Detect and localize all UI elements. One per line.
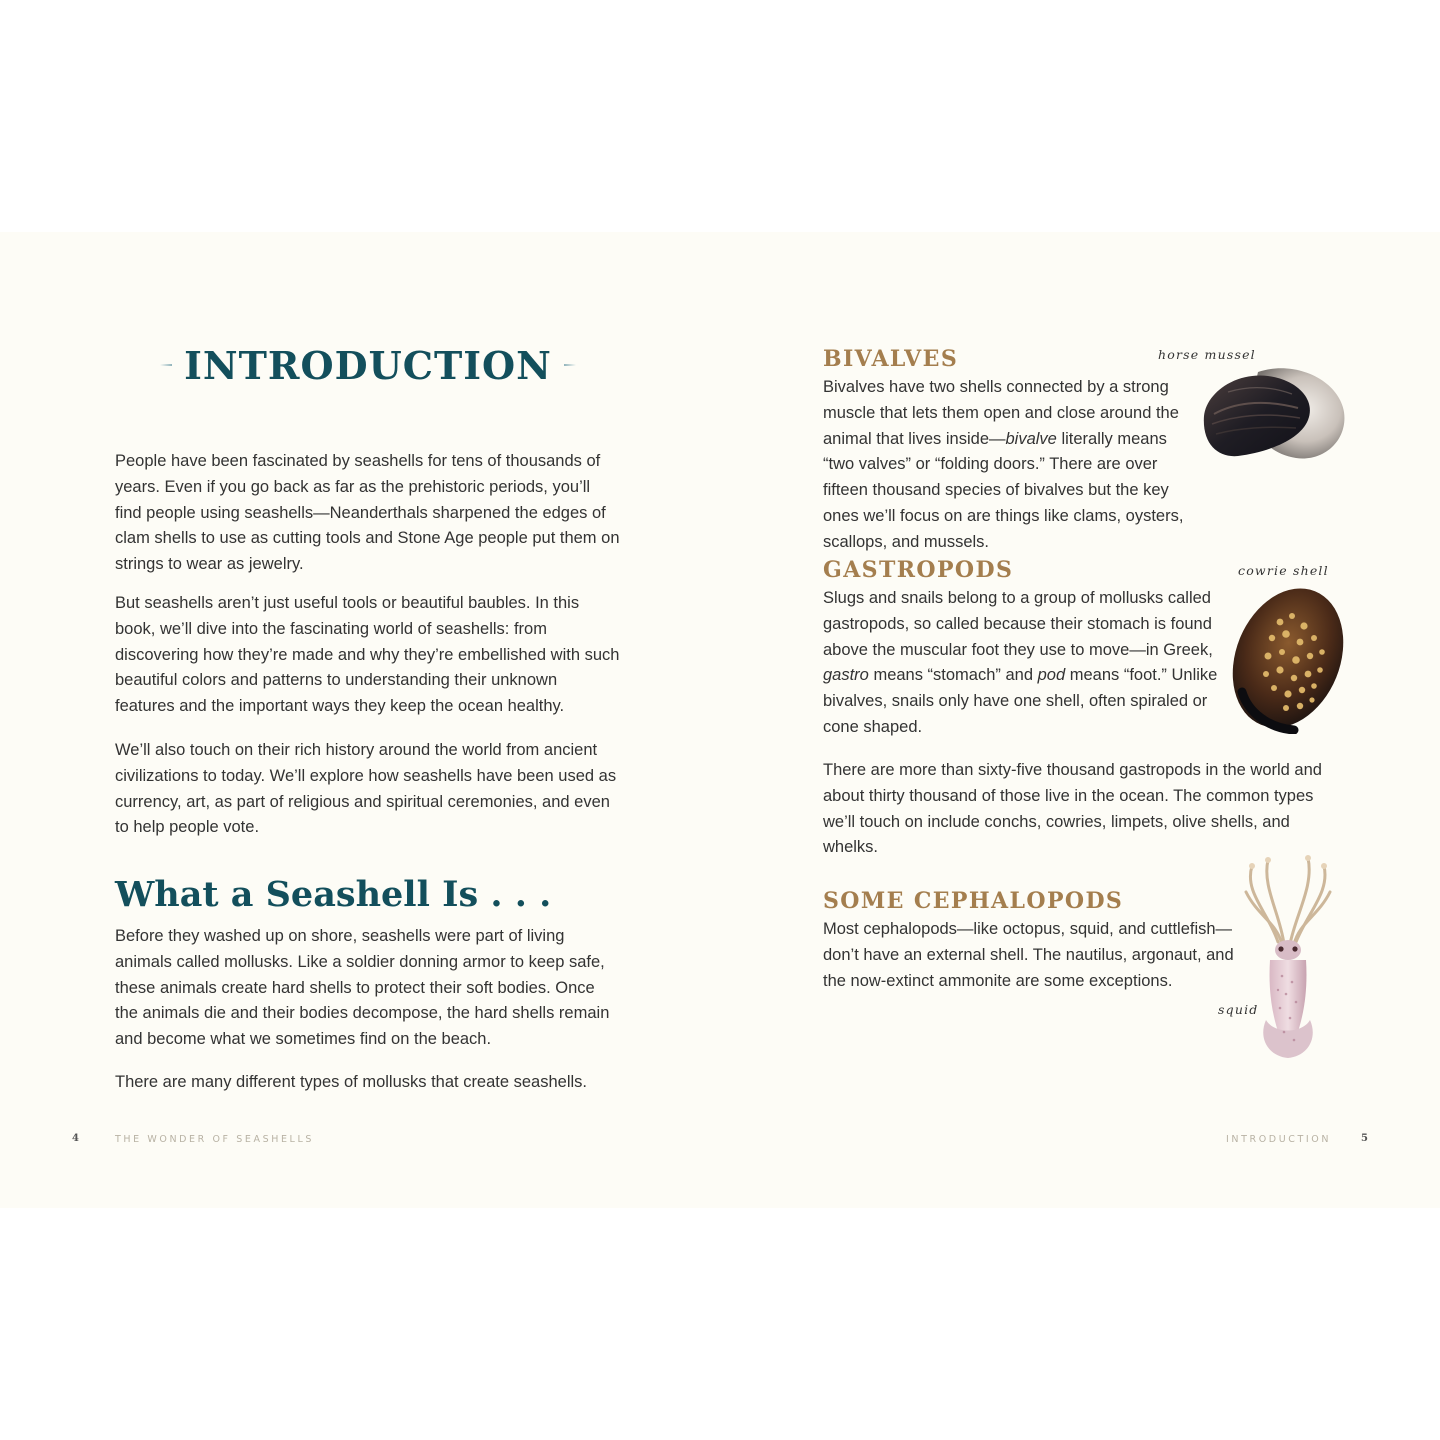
running-head-right: INTRODUCTION [1226,1134,1332,1145]
seashell-paragraph-2: There are many different types of mollusks that create seashells. [115,1073,588,1091]
cephalopods-text: Most cephalopods—like octopus, squid, and cuttlefish—don’t have an external shell. The nautilus, argonaut, and the now-extinct ammonite are some exceptions. [823,920,1234,990]
squid-caption: squid [1218,1002,1259,1017]
gastropods-text-wrap: Slugs and snails belong to a group of mollusks called gastropods, so called because their stomach is found above the muscular foot they use to move—in Greek, gastro means “stomach” and pod means “foot.” Unlike bivalves, snails only have one shell, often spiraled or cone shaped. [823,589,1218,736]
chapter-title: INTRODUCTION [184,342,552,388]
seashell-paragraph-1: Before they washed up on shore, seashells were part of living animals called mollusks. Like a soldier donning armor to keep safe, these animals create hard shells to protect their soft bodies. Once the animals die and their bodies decompose, the hard shells remain and become what we sometimes find on the beach. [115,927,610,1049]
intro-paragraph-1: People have been fascinated by seashells for tens of thousands of years. Even if you go back as far as the prehistoric periods, you’ll find people using seashells—Neanderthals sharpened the edges of clam shells to use as cutting tools and Stone Age people put them on strings to wear as jewelry. [115,452,620,574]
cephalopods-heading: SOME CEPHALOPODS [823,888,1124,914]
title-flourish-left [160,364,172,366]
bivalves-heading: BIVALVES [823,346,959,372]
page-number-left: 4 [72,1133,79,1144]
intro-paragraph-2: But seashells aren’t just useful tools or beautiful baubles. In this book, we’ll dive into the fascinating world of seashells: from discovering how they’re made and why they’re embellished with such beautiful colors and patterns to understanding their unknown features and the important ways they keep the ocean healthy. [115,594,620,716]
section-subheading: What a Seashell Is . . . [115,874,552,915]
title-flourish-right [564,364,576,366]
gastropods-heading: GASTROPODS [823,557,1014,583]
running-head-left: THE WONDER OF SEASHELLS [115,1134,314,1145]
horse-mussel-caption: horse mussel [1158,347,1256,362]
chapter-title-block [160,340,576,390]
cowrie-shell-illustration [1228,582,1346,734]
cowrie-shell-caption: cowrie shell [1238,563,1329,578]
gastro-term: gastro [823,666,869,685]
gastropods-paragraph-2: There are more than sixty-five thousand gastropods in the world and about thirty thousand of those live in the ocean. The common types we’ll touch on include conchs, cowries, limpets, olive shells, and whelks. [823,761,1322,857]
bivalves-text-wrap: Bivalves have two shells connected by a strong muscle that lets them open and close around the animal that lives inside—bivalve literally means “two valves” or “folding doors.” There are over fifteen thousand species of bivalves but the key ones we’ll focus on are things like clams, oysters, scallops, and mussels. [823,378,1184,551]
horse-mussel-illustration [1198,364,1348,466]
pod-term: pod [1037,666,1066,685]
page-number-right: 5 [1361,1133,1368,1144]
intro-paragraph-3: We’ll also touch on their rich history around the world from ancient civilizations to today. We’ll explore how seashells have been used as currency, art, as part of religious and spiritual ceremonies, and even to help people vote. [115,741,617,837]
bivalve-term: bivalve [1005,429,1057,448]
squid-illustration [1238,852,1338,1062]
